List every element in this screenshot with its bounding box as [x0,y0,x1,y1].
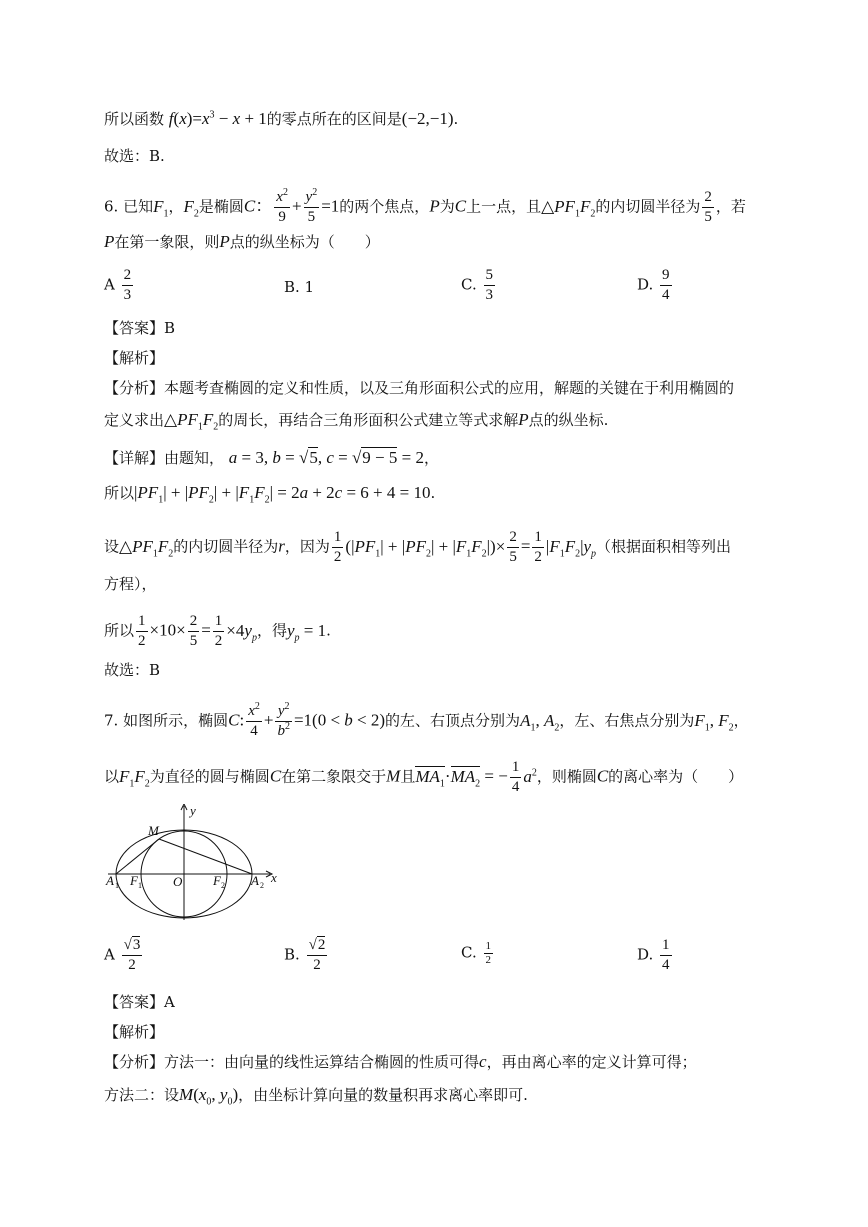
text: 是椭圆 [198,197,244,216]
math-expr: = [201,620,211,640]
q6-answer: 【答案】B [104,319,176,337]
math-expr: C [596,766,609,786]
label-x: x [271,870,277,885]
math-expr: ×10× [149,620,186,640]
q6-option-d[interactable] [637,266,674,305]
prev-solution-line [104,109,458,129]
q7-analysis-line2 [104,1085,528,1108]
label-f1-sub: 1 [138,881,142,890]
q6-option-a[interactable] [104,266,135,305]
text: 点的纵坐标. [528,411,609,429]
text: 所以 [104,484,135,502]
math-expr: $f(x)=x^3 - x + 1$ [168,109,267,128]
text: 上一点，且 [466,197,542,216]
q6-detail-line5: 所以 $\frac{1}{2}$ ×10× $\frac{2}{5}$ = $\frac{1}{2}$ $\times 4y_p$，得$y_p = 1$. [104,613,331,649]
math-expr: = [520,536,531,556]
q6-stem-line2 [104,232,380,252]
option-label: A [104,945,115,964]
option-label: D. [637,945,654,964]
fraction: $\frac{2}{5}$ [509,529,517,565]
math-expr: P [518,410,529,429]
label-o: O [173,874,183,889]
option-label: B. [284,945,300,964]
text: 已知 [123,197,154,216]
math-expr: $\triangle PF_1F_2$ [164,410,219,433]
q6-analysis-line2 [104,410,609,433]
fraction: $\frac{1}{2}$ [214,613,223,649]
label-f2-sub: 2 [221,881,225,890]
option-label: C. [461,943,477,962]
text: 【详解】由题知， [104,449,225,467]
text: 的内切圆半径为 [595,197,701,216]
question-number: 7. [104,711,119,730]
label-y: y [190,804,196,818]
text: 设 [104,537,120,556]
math-expr: c [479,1052,487,1071]
text: ，由坐标计算向量的数量积再求离心率即可. [238,1086,528,1104]
q7-stem-line1: 7. 如图所示，椭圆C: $\frac{x^2}{4}$ + $\frac{y^2}{b^2}$ =1(0 < b < 2)的左、右顶点分别为$A_1$, $A_2$，左、右焦点分别为$F_1$, $F_2$， [104,701,749,739]
fraction: $\frac{y^2}{b^2}$ [277,701,290,739]
math-expr: P [219,232,230,251]
q6-option-c[interactable] [461,266,497,305]
text: 在第二象限交于 [281,767,387,786]
text: 以 [104,767,120,786]
math-expr: P [104,232,115,251]
question-number: 6. [104,197,119,216]
math-expr: C： [243,196,273,216]
q6-detail-line1: 【详解】由题知， a = 3, b = √5, c = √9 − 5 = 2， [104,448,439,467]
q7-option-b[interactable] [284,936,329,975]
fraction: $\frac{√2}{2}$ [308,937,326,973]
math-expr: $\triangle PF_1F_2$ [119,536,174,559]
fraction: $\frac{2}{5}$ [704,189,712,225]
math-expr: $F_1$, $F_2$ [694,710,734,733]
text: 方法二：设 [104,1086,180,1104]
fraction: $\frac{2}{5}$ [189,613,198,649]
fraction: $\frac{1}{4}$ [662,937,670,973]
text: 的离心率为（ ） [608,767,744,786]
q6-stem-line1 [104,188,746,227]
q7-answer: 【答案】A [104,993,175,1011]
q7-option-d[interactable] [637,936,674,975]
text: 点的纵坐标为（ ） [229,233,380,251]
text: ，再由离心率的定义计算可得； [486,1053,697,1071]
text: ，若 [715,197,746,216]
ellipse-diagram [104,804,284,922]
q6-analysis-title: 【解析】 [104,349,165,367]
q6-detail-line2: 所以$|PF_1| + |PF_2| + |F_1F_2| = 2a + 2c = 6 + 4 = 10$. [104,483,436,506]
text: 为直径的圆与椭圆 [149,767,270,786]
fraction: $\frac{√3}{2}$ [123,937,141,973]
text: 【分析】方法一：由向量的线性运算结合椭圆的性质可得 [104,1053,480,1071]
math-expr: C [454,196,467,216]
math-expr: $\triangle PF_1F_2$ [541,196,596,219]
math-expr: $\times 4y_p$ [226,620,257,643]
math-expr: $A_1$, $A_2$ [520,710,560,733]
fraction: $\frac{1}{2}$ [534,529,542,565]
label-a1-sub: 1 [115,881,119,890]
text: 所以函数 [104,110,165,128]
label-a2-sub: 2 [260,881,264,890]
text: 的周长，再结合三角形面积公式建立等式求解 [218,411,519,429]
text: 的左、右顶点分别为 [385,711,521,730]
math-expr: =1 [321,196,340,216]
text: 的内切圆半径为 [173,537,279,556]
q7-analysis-line1 [104,1052,697,1072]
option-label: D. [637,275,654,294]
segment-ma2 [159,839,252,874]
prev-solution-choice: 故选：B. [104,147,165,165]
math-expr: $MA_1\cdot MA_2$ = − [415,766,508,789]
math-expr: $y_p = 1$ [286,620,327,643]
fraction: $\frac{1}{2}$ [333,529,342,565]
fraction: $\frac{1}{2}$ [485,940,491,966]
math-expr: P [429,196,440,216]
math-expr: M [386,766,401,786]
math-expr: C: [228,710,245,730]
math-expr: $F_1F_2$ [119,766,150,789]
math-expr: C [269,766,282,786]
text: . [453,110,459,128]
q7-stem-line2 [104,758,743,797]
math-interval: (−2,−1) [401,109,454,128]
fraction: $\frac{2}{3}$ [123,267,132,303]
segment-ma1 [116,839,159,874]
math-expr: + [263,710,274,730]
text: 定义求出 [104,411,165,429]
q7-analysis-title: 【解析】 [104,1023,165,1041]
label-m: M [148,823,159,838]
text: ，得 [256,621,287,640]
q6-choice: 故选：B [104,661,161,679]
fraction: $\frac{1}{2}$ [138,613,146,649]
q7-option-a[interactable] [104,936,144,975]
text: 的零点所在的区间是 [266,110,402,128]
text: 所以 [104,621,135,640]
math-expr: $M(x_0$, $y_0$) [179,1085,239,1108]
math-expr: =1(0 < b < 2) [293,710,386,730]
text: ， [168,197,184,216]
text: 为 [439,197,455,216]
fraction: $\frac{y^2}{5}$ [305,187,318,225]
text: （根据面积相等列出 [596,537,732,556]
text: 在第一象限，则 [114,233,220,251]
label-a1: A [106,873,114,888]
q6-detail-line4: 方程）， [104,575,157,593]
math-expr: $a^2$ [523,766,537,786]
fraction: $\frac{x^2}{4}$ [248,701,260,739]
q7-option-c[interactable] [461,940,495,967]
option-label: B. 1 [284,278,315,296]
text: 如图所示，椭圆 [123,711,229,730]
fraction: $\frac{x^2}{9}$ [276,187,288,225]
option-label: C. [461,275,477,294]
math-expr: $F_2$ [183,196,199,219]
label-f1: F [130,873,138,888]
text: 且 [400,767,416,786]
text: ，则椭圆 [536,767,597,786]
math-expr: $F_1$ [153,196,169,219]
q6-analysis-line1: 【分析】本题考查椭圆的定义和性质，以及三角形面积公式的应用，解题的关键在于利用椭圆的 [104,379,735,397]
text: 的两个焦点， [339,197,430,216]
label-a2: A [251,873,259,888]
label-f2: F [213,873,221,888]
math-expr: $|PF_1| + |PF_2| + |F_1F_2| = 2a + 2c = 6 + 4 = 10$ [134,483,431,506]
math-expr: r [278,536,285,556]
text: ，因为 [284,537,330,556]
option-label: A [104,275,115,294]
math-expr: $(|PF_1| + |PF_2| + |F_1F_2|)\times$ [345,536,506,559]
math-expr: $|F_1F_2|y_p$ [545,536,597,559]
fraction: $\frac{5}{3}$ [485,267,493,303]
q6-detail-line3 [104,528,731,567]
fraction: $\frac{1}{4}$ [511,759,520,795]
fraction: $\frac{9}{4}$ [662,267,670,303]
q6-option-b[interactable] [284,277,314,297]
math-expr: a = 3, b = √5, c = √9 − 5 = 2 [228,448,424,467]
text: ，左、右焦点分别为 [559,711,695,730]
math-expr: + [291,196,302,216]
